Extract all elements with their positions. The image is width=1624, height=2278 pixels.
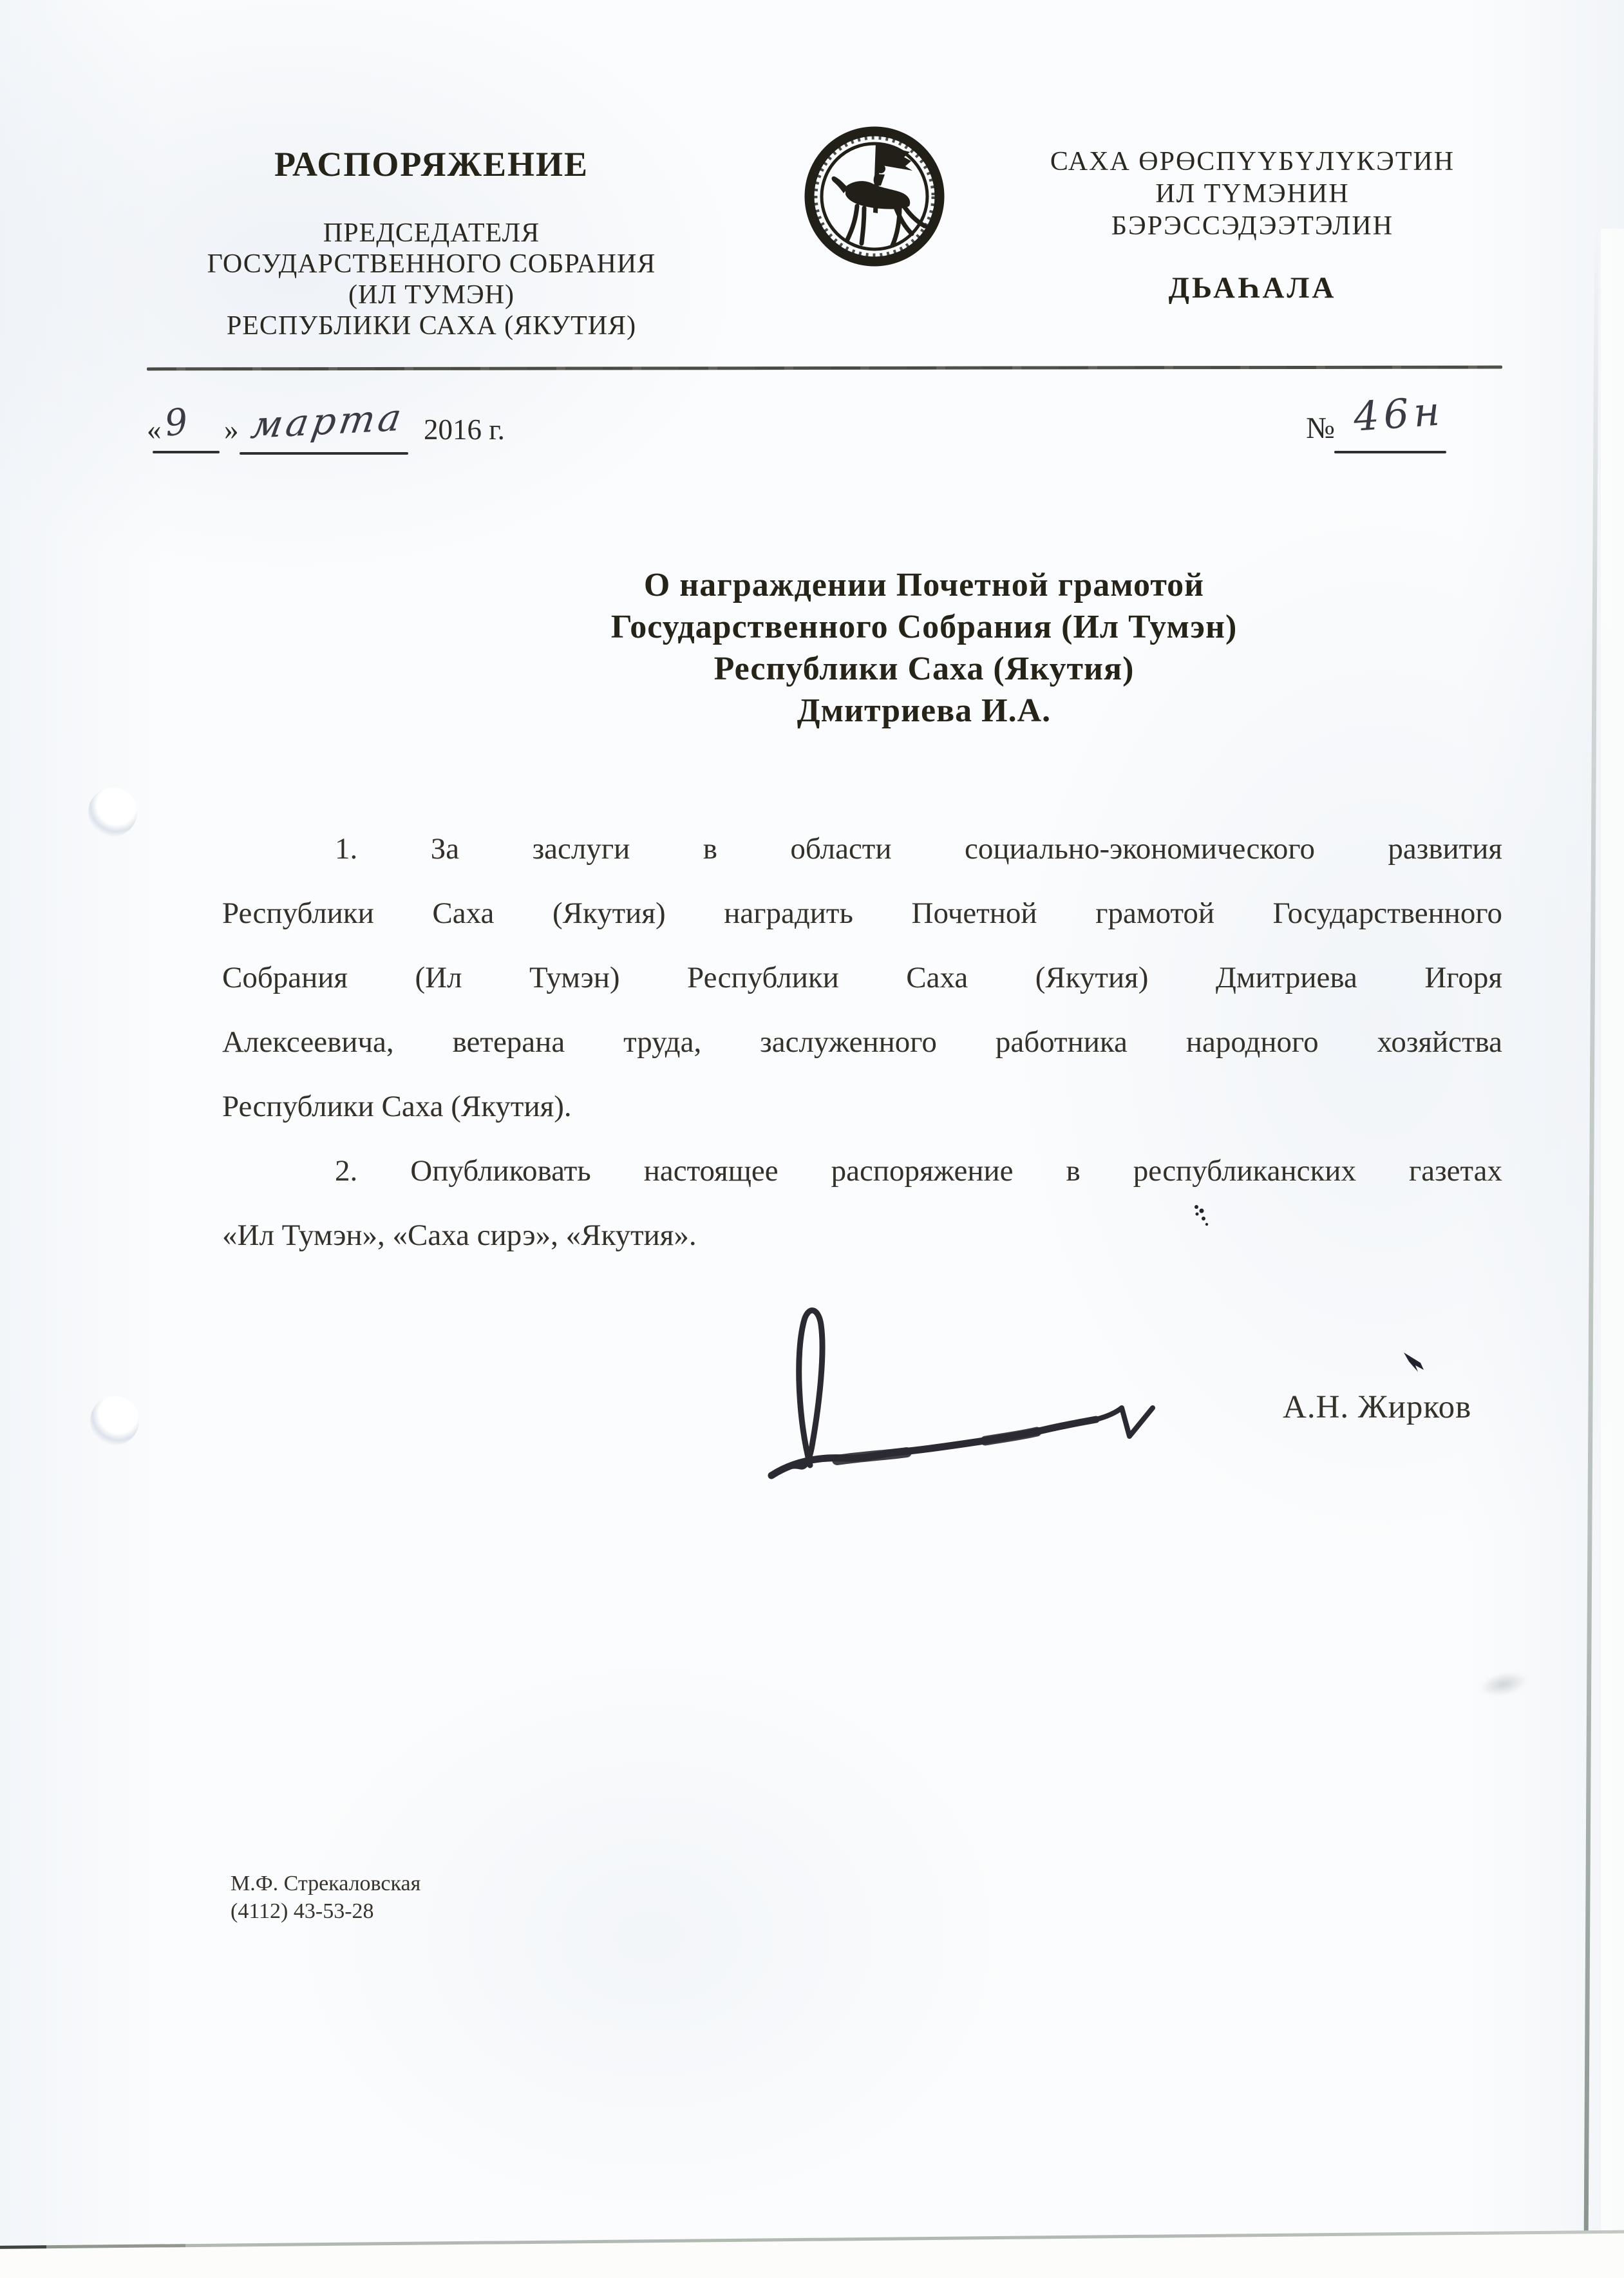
title-line: Дмитриева И.А. (797, 692, 1052, 729)
signer-name: А.Н. Жирков (1283, 1389, 1472, 1425)
issuer-line: ГОСУДАРСТВЕННОГО СОБРАНИЯ (207, 249, 656, 279)
executor-phone: (4112) 43-53-28 (231, 1899, 374, 1923)
header-divider-scanline (147, 366, 1502, 371)
body-line: Алексеевича, ветерана труда, заслуженного работника народного хозяйства (222, 1025, 1502, 1059)
order-body (222, 817, 1502, 1267)
sakha-emblem (803, 125, 946, 268)
ink-speck-artifact (1191, 1203, 1211, 1232)
body-line: 2. Опубликовать настоящее распоряжение в республиканских газетах (335, 1154, 1502, 1188)
issuer-line: (ИЛ ТУМЭН) (348, 280, 515, 310)
handwritten-month: марта (248, 395, 408, 448)
body-line: 1. За заслуги в области социально-экономического развития (335, 832, 1502, 866)
title-line: Республики Саха (Якутия) (713, 650, 1135, 687)
handwritten-day: 9 (162, 401, 191, 445)
issuer-line-sakha: САХА ӨРӨСПҮҮБҮЛҮКЭТИН (1050, 147, 1455, 176)
header-left-block (97, 143, 766, 341)
pen-mark-artifact (1402, 1353, 1428, 1378)
paper-right-edge (1584, 229, 1599, 2235)
body-line: Собрания (Ил Тумэн) Республики Саха (Якутия) Дмитриева Игоря (222, 961, 1502, 994)
handwritten-signature (734, 1298, 1262, 1485)
executor-name: М.Ф. Стрекаловская (231, 1872, 421, 1895)
date-close-quote: » (224, 413, 239, 446)
handwritten-number: 46н (1352, 387, 1446, 441)
doc-type-sakha: ДЬАҺАЛА (1168, 271, 1337, 305)
issuer-line-sakha: ИЛ ТҮМЭНИН (1155, 179, 1350, 209)
hole-punch-shadow (90, 1396, 139, 1445)
header-right-block (985, 146, 1520, 304)
horse-rider-icon (803, 125, 946, 268)
number-sign: № (1306, 412, 1335, 445)
smudge-artifact (1469, 1663, 1538, 1705)
order-title (580, 564, 1269, 732)
number-underline (1334, 451, 1446, 453)
month-underline (240, 452, 408, 455)
issuer-line: РЕСПУБЛИКИ САХА (ЯКУТИЯ) (226, 311, 637, 341)
body-line: «Ил Тумэн», «Саха сирэ», «Якутия». (222, 1219, 697, 1252)
executor-block (231, 1870, 420, 1925)
body-line: Республики Саха (Якутия) наградить Почетной грамотой Государственного (222, 897, 1502, 930)
date-open-quote: « (147, 413, 162, 446)
doc-type-russian: РАСПОРЯЖЕНИЕ (274, 145, 589, 184)
issuer-line-sakha: БЭРЭССЭДЭЭТЭЛИН (1111, 211, 1394, 241)
signature-area (734, 1298, 1262, 1488)
day-underline (153, 451, 220, 453)
scan-right-margin (1601, 229, 1624, 2278)
hole-punch-shadow (88, 788, 137, 837)
title-line: О награждении Почетной грамотой (643, 567, 1205, 603)
year-label: 2016 г. (424, 413, 505, 446)
body-line: Республики Саха (Якутия). (222, 1090, 572, 1123)
issuer-line: ПРЕДСЕДАТЕЛЯ (323, 218, 540, 248)
title-line: Государственного Собрания (Ил Тумэн) (610, 609, 1238, 645)
